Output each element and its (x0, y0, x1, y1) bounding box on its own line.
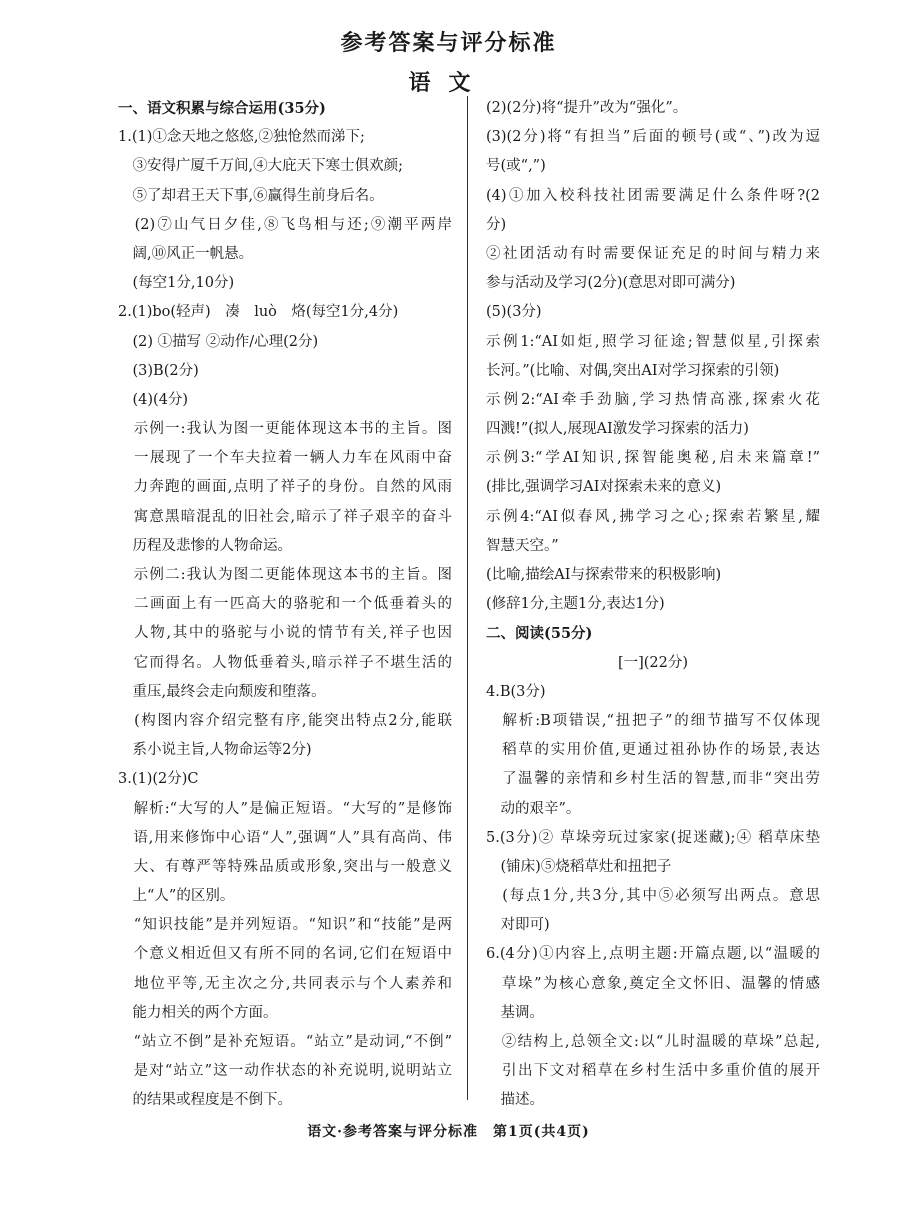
left-column-line: 二画面上有一匹高大的骆驼和一个低垂着头的 (118, 596, 452, 613)
left-column-line: 2.(1)bo(轻声) 凑 luò 烙(每空1分,4分) (118, 304, 399, 321)
left-column-line: 能力相关的两个方面。 (118, 1004, 278, 1021)
left-column-line: 地位平等,无主次之分,共同表示与个人素养和 (118, 975, 452, 992)
right-column-line: (3)(2分)将“有担当”后面的顿号(或“、”)改为逗 (486, 129, 820, 146)
left-column-line: “知识技能”是并列短语。“知识”和“技能”是两 (118, 917, 452, 934)
left-column-line: 示例二:我认为图二更能体现这本书的主旨。图 (118, 567, 452, 583)
right-column-line: [一](22分) (617, 654, 689, 671)
right-column-line: ②结构上,总领全文:以“儿时温暖的草垛”总起, (486, 1034, 820, 1050)
left-column-line: 一、语文积累与综合运用(35分) (118, 100, 326, 117)
left-column-line: ③安得广厦千万间,④大庇天下寒士俱欢颜; (118, 158, 403, 175)
right-column-line: 示例4:“AI似春风,拂学习之心;探索若繁星,耀 (486, 508, 820, 525)
right-column-line: 对即可) (486, 917, 550, 934)
right-column-line: 6.(4分)①内容上,点明主题:开篇点题,以“温暖的 (486, 946, 820, 963)
right-column-line: 5.(3分)② 草垛旁玩过家家(捉迷藏);④ 稻草床垫 (486, 829, 820, 846)
left-column-line: 系小说主旨,人物命运等2分) (118, 742, 312, 759)
left-column-line: “站立不倒”是补充短语。“站立”是动词,“不倒” (118, 1034, 452, 1050)
right-column-line: 四溅!”(拟人,展现AI激发学习探索的活力) (486, 421, 749, 438)
left-column-line: 力奔跑的画面,点明了祥子的身份。自然的风雨 (118, 479, 452, 496)
right-column-line: 号(或“,”) (486, 158, 546, 175)
subject-heading: 语文 (408, 70, 489, 96)
left-column-line: (2)⑦山气日夕佳,⑧飞鸟相与还;⑨潮平两岸 (118, 216, 452, 233)
left-column-line: 上“人”的区别。 (118, 888, 235, 905)
right-column-line: 解析:B项错误,“扭把子”的细节描写不仅体现 (486, 712, 820, 729)
right-column-line: 示例1:“AI如炬,照学习征途;智慧似星,引探索 (486, 333, 820, 350)
left-column (118, 94, 452, 1116)
left-column-line: 阔,⑩风正一帆悬。 (118, 245, 254, 262)
right-column-line: (2)(2分)将“提升”改为“强化”。 (486, 100, 688, 116)
right-column-line: 稻草的实用价值,更通过祖孙协作的场景,表达 (486, 742, 820, 759)
left-column-line: 示例一:我认为图一更能体现这本书的主旨。图 (118, 421, 452, 438)
left-column-line: 1.(1)①念天地之悠悠,②独怆然而涕下; (118, 129, 365, 146)
left-column-line: 历程及悲惨的人物命运。 (118, 537, 292, 554)
right-column-line: 草垛”为核心意象,奠定全文怀旧、温馨的情感 (486, 975, 820, 992)
left-column-line: 解析:“大写的人”是偏正短语。“大写的”是修饰 (118, 800, 452, 817)
left-column-line: 寓意黑暗混乱的旧社会,暗示了祥子艰辛的奋斗 (118, 508, 452, 525)
right-column-line: 分) (486, 216, 507, 233)
left-column-line: (2) ①描写 ②动作/心理(2分) (118, 333, 319, 350)
right-column (486, 94, 820, 1116)
right-column-line: 参与活动及学习(2分)(意思对即可满分) (486, 275, 736, 292)
left-column-line: (4)(4分) (118, 391, 189, 408)
right-column-line: (铺床)⑤烧稻草灶和扭把子 (486, 858, 672, 875)
right-column-line: 引出下文对稻草在乡村生活中多重价值的展开 (486, 1063, 820, 1080)
left-column-line: ⑤了却君王天下事,⑥赢得生前身后名。 (118, 187, 384, 204)
right-column-line: 了温馨的亲情和乡村生活的智慧,而非“突出劳 (486, 771, 820, 788)
right-column-line: (5)(3分) (486, 304, 542, 321)
left-column-line: 重压,最终会走向颓废和堕落。 (118, 683, 326, 700)
left-column-line: 的结果或程度是不倒下。 (118, 1092, 292, 1109)
right-column-line: 示例2:“AI牵手劲脑,学习热情高涨,探索火花 (486, 391, 820, 408)
left-column-line: 3.(1)(2分)C (118, 771, 199, 788)
right-column-line: 智慧天空。” (486, 537, 559, 554)
document-title: 参考答案与评分标准 (340, 30, 557, 56)
right-column-line: 二、阅读(55分) (486, 625, 593, 643)
left-column-line: 语,用来修饰中心语“人”,强调“人”具有高尚、伟 (118, 829, 452, 846)
left-column-line: (每空1分,10分) (118, 275, 235, 292)
left-column-line: 一展现了一个车夫拉着一辆人力车在风雨中奋 (118, 450, 452, 467)
right-column-line: ②社团活动有时需要保证充足的时间与精力来 (486, 245, 820, 262)
page-footer: 语文·参考答案与评分标准 第1页(共4页) (307, 1124, 590, 1140)
right-column-line: 基调。 (486, 1004, 544, 1021)
right-column-line: (4)①加入校科技社团需要满足什么条件呀?(2 (486, 187, 820, 204)
left-column-line: 人物,其中的骆驼与小说的情节有关,祥子也因 (118, 625, 452, 642)
right-column-line: (排比,强调学习AI对探索未来的意义) (486, 479, 722, 496)
left-column-line: 大、有尊严等特殊品质或形象,突出与一般意义 (118, 858, 452, 875)
right-column-line: (比喻,描绘AI与探索带来的积极影响) (486, 567, 722, 583)
left-column-line: 个意义相近但又有所不同的名词,它们在短语中 (118, 946, 452, 963)
left-column-line: 它而得名。人物低垂着头,暗示祥子不堪生活的 (118, 654, 452, 671)
right-column-line: 长河。”(比喻、对偶,突出AI对学习探索的引领) (486, 362, 780, 379)
column-divider (467, 96, 468, 1100)
left-column-line: (构图内容介绍完整有序,能突出特点2分,能联 (118, 712, 452, 729)
right-column-line: 描述。 (486, 1092, 544, 1109)
right-column-line: 动的艰辛”。 (486, 800, 581, 817)
left-column-line: 是对“站立”这一动作状态的补充说明,说明站立 (118, 1063, 452, 1080)
right-column-line: (每点1分,共3分,其中⑤必须写出两点。意思 (486, 888, 820, 905)
right-column-line: 4.B(3分) (486, 683, 546, 700)
right-column-line: (修辞1分,主题1分,表达1分) (486, 596, 665, 613)
right-column-line: 示例3:“学AI知识,探智能奥秘,启未来篇章!” (486, 450, 820, 467)
left-column-line: (3)B(2分) (118, 362, 199, 379)
